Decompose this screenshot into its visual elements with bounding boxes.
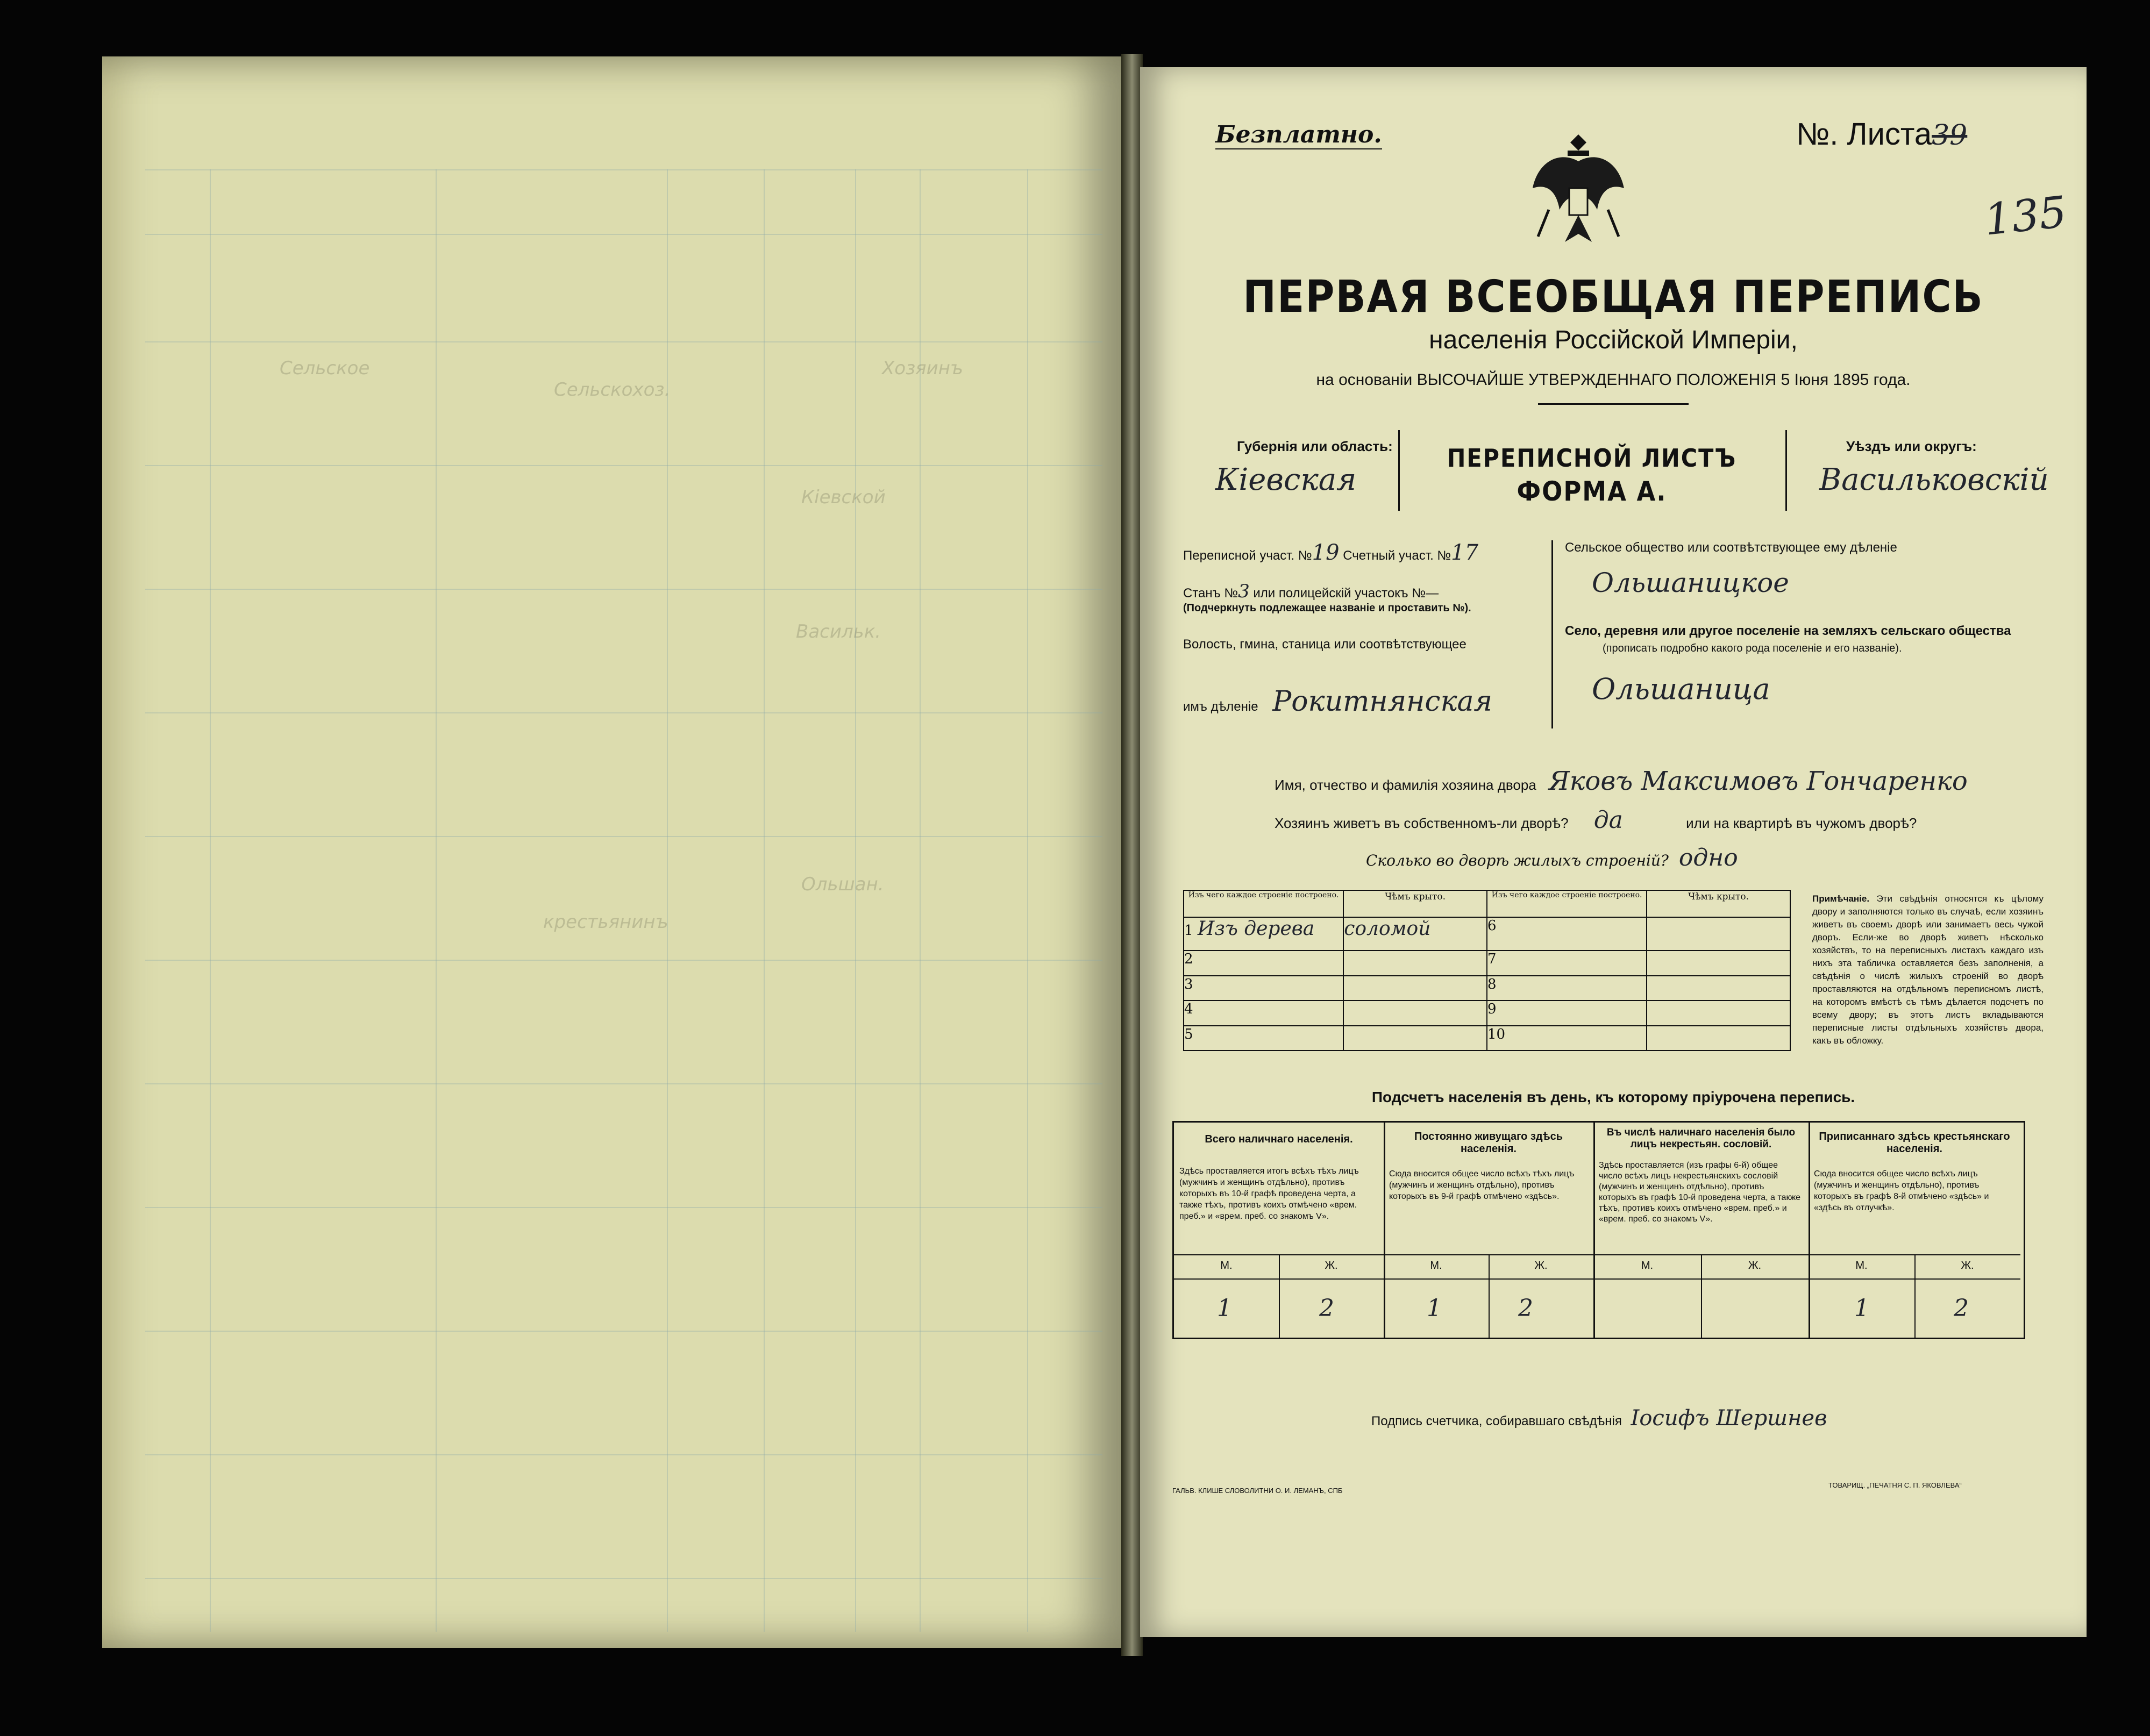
table-row: 3 [1184, 976, 1343, 1001]
note-title: Примѣчаніе. [1812, 894, 1870, 904]
signature-field: Подпись счетчика, собиравшаго свѣдѣнія Іосифъ Шершнев [1371, 1406, 1827, 1431]
gubernia-label: Губернія или область: [1237, 438, 1393, 454]
row1-roof: соломой [1343, 917, 1487, 951]
note-text: Эти свѣдѣнія относятся къ цѣлому двору и заполняются только въ случаѣ, если хозяинъ живетъ въ своемъ дворѣ или занимаетъ весь чужой дворъ. Если-же во дворѣ живетъ нѣсколько хозяйствъ, то на переписныхъ листахъ каждаго изъ нихъ эта табличка оставляется безъ заполненія, а свѣдѣнія о числѣ жилыхъ строеній во дворѣ проставляются на отдѣльномъ переписномъ листѣ, на которомъ вмѣстѣ съ тѣмъ дѣлается подсчетъ по всему двору; въ этотъ листъ вкладываются переписные листы отдѣльныхъ хозяйствъ двора, какъ въ обложку. [1812, 894, 2044, 1046]
uezd-label: Уѣздъ или округъ: [1846, 438, 1977, 454]
table-row: 2 [1184, 951, 1343, 975]
society-label: Сельское общество или соотвѣтствующее ему дѣленіе [1565, 540, 1897, 555]
sheet-number: №. Листа39 [1796, 117, 1968, 152]
volost-field: имъ дѣленіе Рокитнянская [1183, 685, 1492, 718]
table-row: 9 [1487, 1001, 1647, 1025]
village-label: Село, деревня или другое поселеніе на земляхъ сельскаго общества [1565, 624, 2011, 638]
owner-field: Имя, отчество и фамилія хозяина двора Яковъ Максимовъ Гончаренко [1275, 766, 1968, 796]
count-table [1172, 1121, 2025, 1339]
count-col-permanent: Постоянно живущаго здѣсь населенія. Сюда вносится общее число всѣхъ тѣхъ лицъ (мужчинъ и женщинъ отдѣльно), противъ которыхъ въ 9-й графѣ отмѣчено «здѣсь». М. Ж. 1 2 [1384, 1123, 1595, 1338]
buildings-table [1183, 890, 1791, 1051]
own-yard-field: Хозяинъ живетъ въ собственномъ-ли дворѣ? да или на квартирѣ въ чужомъ дворѣ? [1275, 806, 1917, 834]
open-ledger [70, 51, 2069, 1656]
col-roof-header: Чѣмъ крыто. [1385, 891, 1446, 902]
table-row: 6 [1487, 917, 1647, 951]
village-value: Ольшаница [1592, 672, 1770, 706]
society-value: Ольшаницкое [1592, 567, 1789, 598]
total-male: 1 [1217, 1295, 1232, 1322]
village-note: (прописать подробно какого рода поселеніе и его названіе). [1603, 642, 1902, 654]
peasant-female: 2 [1954, 1295, 1969, 1322]
total-female: 2 [1319, 1295, 1334, 1322]
gubernia-box [1183, 430, 1400, 511]
table-row: 10 [1487, 1026, 1647, 1051]
footer-right: ТОВАРИЩ. „ПЕЧАТНЯ С. П. ЯКОВЛЕВА“ [1828, 1481, 1962, 1489]
form-subtitle: населенія Россійской Имперіи, [1429, 326, 1798, 354]
stan-field: Станъ №3 или полицейскій участокъ №— [1183, 581, 1439, 602]
table-row: 4 [1184, 1001, 1343, 1025]
col-roof-header: Чѣмъ крыто. [1688, 891, 1749, 902]
folio-number: 135 [1982, 187, 2069, 245]
uezd-value: Васильковскій [1819, 462, 2049, 497]
table-row: 7 [1487, 951, 1647, 975]
col-material-header: Изъ чего каждое строеніе построено. [1188, 891, 1339, 899]
ghost-entry: Сельское [280, 358, 370, 379]
count-heading: Подсчетъ населенія въ день, къ которому пріурочена перепись. [1371, 1089, 1855, 1105]
census-area-field: Переписной участ. №19 Счетный участ. №17 [1183, 540, 1479, 565]
book-gutter [1121, 54, 1143, 1656]
table-row: 8 [1487, 976, 1647, 1001]
table-row: 1 Изъ дерева [1184, 917, 1343, 951]
ghost-entry: Хозяинъ [882, 358, 963, 379]
col-material-header: Изъ чего каждое строеніе построено. [1491, 891, 1642, 899]
count-col-peasant: Приписаннаго здѣсь крестьянскаго населенія. Сюда вносится общее число всѣхъ лицъ (мужчинъ и женщинъ отдѣльно), противъ которыхъ въ графѣ 8-й отмѣчено «здѣсь» и «здѣсь въ отлучкѣ». М. Ж. 1 2 [1809, 1123, 2020, 1338]
form-title-1: ПЕРЕПИСНОЙ ЛИСТЪ [1447, 444, 1737, 473]
form-title-2: ФОРМА А. [1517, 476, 1667, 507]
footer-left: ГАЛЬВ. КЛИШЕ СЛОВОЛИТНИ О. И. ЛЕМАНЪ, СПБ [1172, 1487, 1343, 1495]
note-block [1812, 892, 2044, 1047]
permanent-male: 1 [1427, 1295, 1442, 1322]
ghost-entry: Кіевской [801, 487, 886, 508]
ghost-entry: Ольшан. [801, 874, 884, 895]
count-col-total: Всего наличнаго населенія. Здѣсь проставляется итогъ всѣхъ тѣхъ лицъ (мужчинъ и женщинъ отдѣльно), противъ которыхъ въ 10-й графѣ проведена черта, а также тѣхъ, противъ коихъ отмѣчено «врем. преб.» и «врем. преб. со знакомъ V». М. Ж. 1 2 [1174, 1123, 1385, 1338]
census-form-page [1140, 67, 2087, 1637]
gubernia-value: Кіевская [1215, 462, 1357, 497]
ghost-entry: крестьянинъ [543, 911, 668, 933]
ghost-entry: Васильк. [796, 621, 881, 642]
left-page [102, 56, 1124, 1648]
underline-note: (Подчеркнуть подлежащее названіе и проставить №). [1183, 602, 1471, 614]
uezd-box [1785, 430, 2049, 511]
divider-ornament [1538, 403, 1689, 405]
form-main-title: ПЕРВАЯ ВСЕОБЩАЯ ПЕРЕПИСЬ [1243, 272, 1984, 323]
volost-label: Волость, гмина, станица или соотвѣтствующее [1183, 637, 1466, 652]
double-headed-eagle-icon [1527, 129, 1629, 253]
ghost-entry: Сельскохоз. [554, 379, 671, 401]
buildings-field: Сколько во дворѣ жилыхъ строеній? одно [1366, 844, 1738, 871]
peasant-male: 1 [1854, 1295, 1869, 1322]
table-row: 5 [1184, 1026, 1343, 1051]
signature-value: Іосифъ Шершнев [1631, 1406, 1827, 1431]
free-label: Безплатно. [1215, 121, 1382, 148]
form-basis: на основаніи ВЫСОЧАЙШЕ УТВЕРЖДЕННАГО ПОЛОЖЕНІЯ 5 Іюня 1895 года. [1316, 371, 1911, 389]
permanent-female: 2 [1518, 1295, 1533, 1322]
count-col-non-peasant: Въ числѣ наличнаго населенія было лицъ некрестьян. сословій. Здѣсь проставляется (изъ графы 6-й) общее число всѣхъ лицъ некрестьянскихъ сословій (мужчинъ и женщинъ отдѣльно), противъ которыхъ въ графѣ 10-й проведена черта, а также тѣхъ, противъ коихъ отмѣчено «врем. преб.» и «врем. преб. со знакомъ V». М. Ж. [1593, 1123, 1810, 1338]
